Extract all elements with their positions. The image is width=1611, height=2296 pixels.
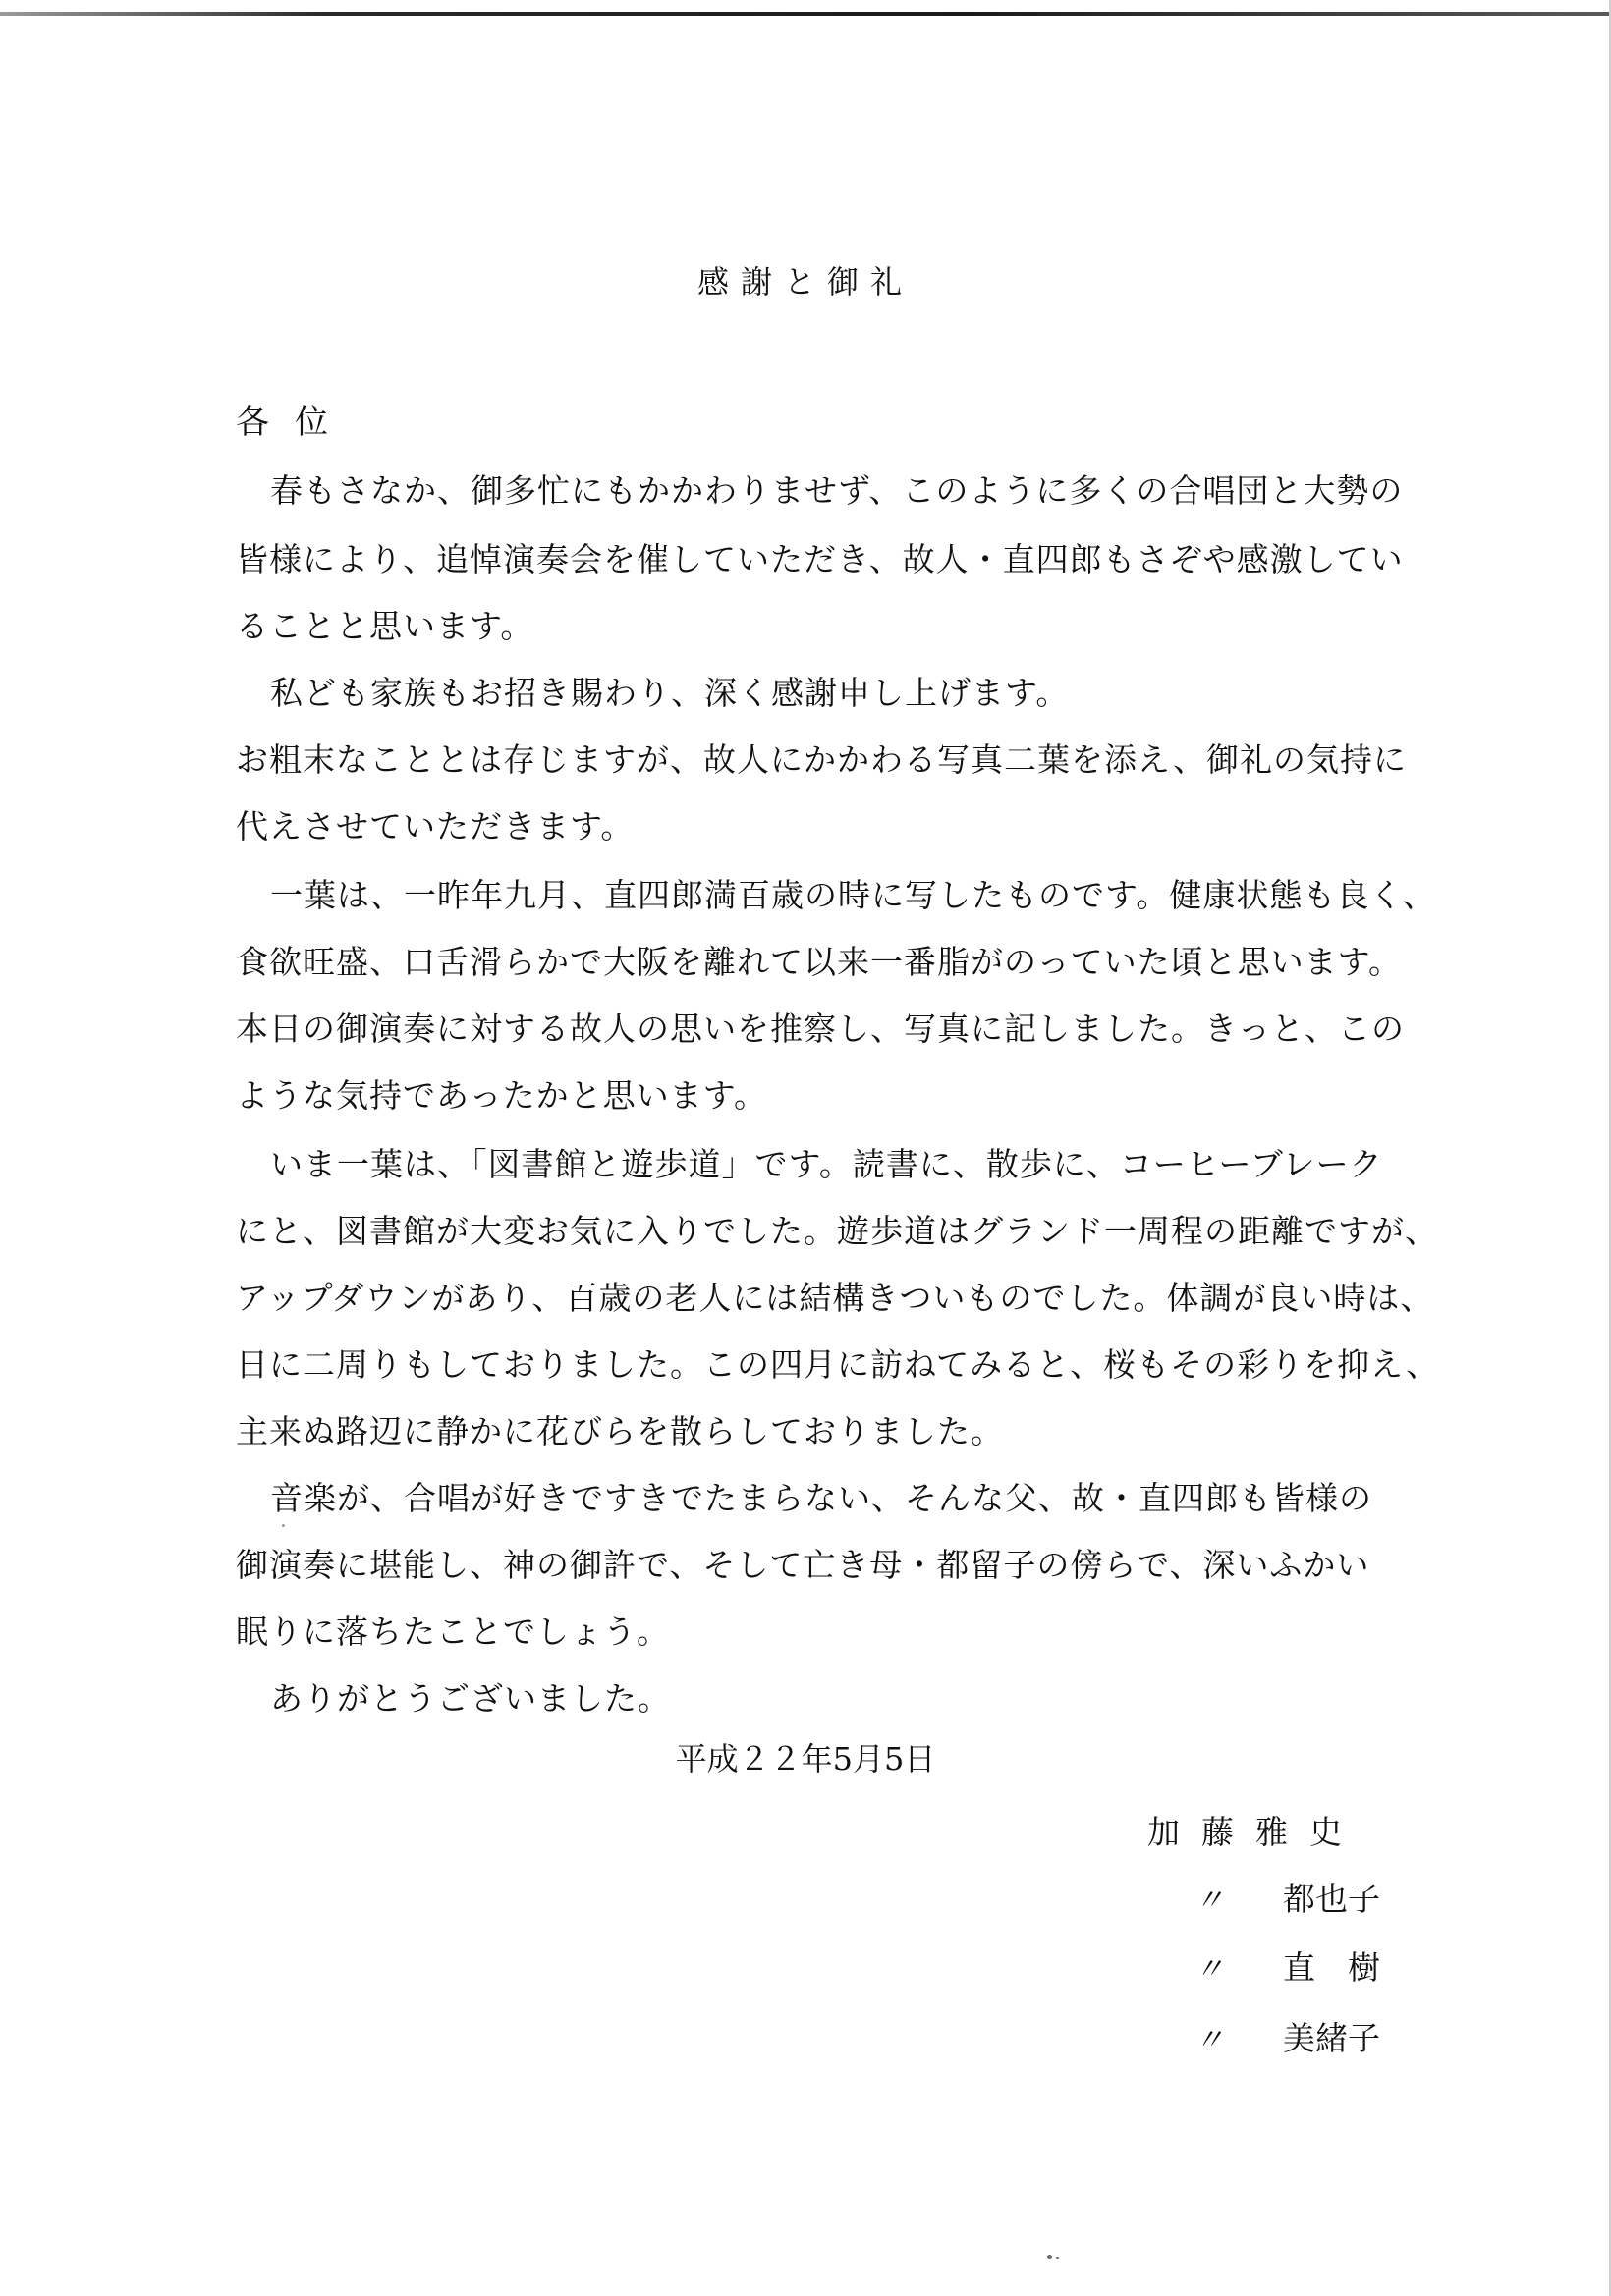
closing-line: ありがとうございました。	[270, 1679, 671, 1718]
body-line: 主来ぬ路辺に静かに花びらを散らしておりました。	[236, 1412, 1004, 1450]
scan-speck	[1047, 2255, 1052, 2259]
body-line: ることと思います。	[236, 607, 534, 645]
letter-addressee: 各位	[236, 403, 354, 442]
signatory-name: 美緒子	[1283, 2019, 1380, 2057]
ditto-mark: 〃	[1194, 2023, 1224, 2057]
letter-title: 感謝と御礼	[696, 263, 914, 301]
body-line: 眠りに落ちたことでしょう。	[236, 1613, 670, 1651]
body-line: 一葉は、一昨年九月、直四郎満百歳の時に写したものです。健康状態も良く、	[270, 876, 1436, 914]
scan-speck	[1056, 2257, 1059, 2259]
body-line: アップダウンがあり、百歳の老人には結構きついものでした。体調が良い時は、	[236, 1279, 1434, 1317]
body-line: にと、図書館が大変お気に入りでした。遊歩道はグランド一周程の距離ですが、	[236, 1212, 1438, 1250]
ditto-mark: 〃	[1194, 1952, 1224, 1987]
body-line: お粗末なこととは存じますが、故人にかかわる写真二葉を添え、御礼の気持に	[236, 740, 1407, 779]
letter-date: 平成２２年5月5日	[675, 1740, 936, 1777]
body-line: いま一葉は、「図書館と遊歩道」です。読書に、散歩に、コーヒーブレーク	[270, 1145, 1383, 1183]
scan-speck	[282, 1524, 285, 1527]
body-line: 皆様により、追悼演奏会を催していただき、故人・直四郎もさぞや感激してい	[236, 540, 1404, 578]
body-line: 私ども家族もお招き賜わり、深く感謝申し上げます。	[270, 674, 1070, 712]
body-line: 御演奏に堪能し、神の御許で、そして亡き母・都留子の傍らで、深いふかい	[236, 1546, 1370, 1584]
signatory-name: 都也子	[1283, 1880, 1380, 1918]
body-line: 代えさせていただきます。	[236, 807, 635, 846]
body-line: 春もさなか、御多忙にもかかわりませず、このように多くの合唱団と大勢の	[270, 471, 1404, 510]
body-line: 本日の御演奏に対する故人の思いを推察し、写真に記しました。きっと、この	[236, 1010, 1405, 1048]
body-line: 音楽が、合唱が好きですきでたまらない、そんな父、故・直四郎も皆様の	[270, 1479, 1372, 1517]
ditto-mark: 〃	[1194, 1884, 1224, 1918]
scan-top-edge	[0, 12, 1611, 16]
body-line: ような気持であったかと思います。	[236, 1076, 768, 1115]
body-line: 日に二周りもしておりました。この四月に訪ねてみると、桜もその彩りを抑え、	[236, 1345, 1440, 1384]
signatory-name: 直 樹	[1283, 1948, 1380, 1987]
body-line: 食欲旺盛、口舌滑らかで大阪を離れて以来一番脂がのっていた頃と思います。	[236, 943, 1403, 981]
signatory-main: 加藤雅史	[1147, 1813, 1363, 1851]
